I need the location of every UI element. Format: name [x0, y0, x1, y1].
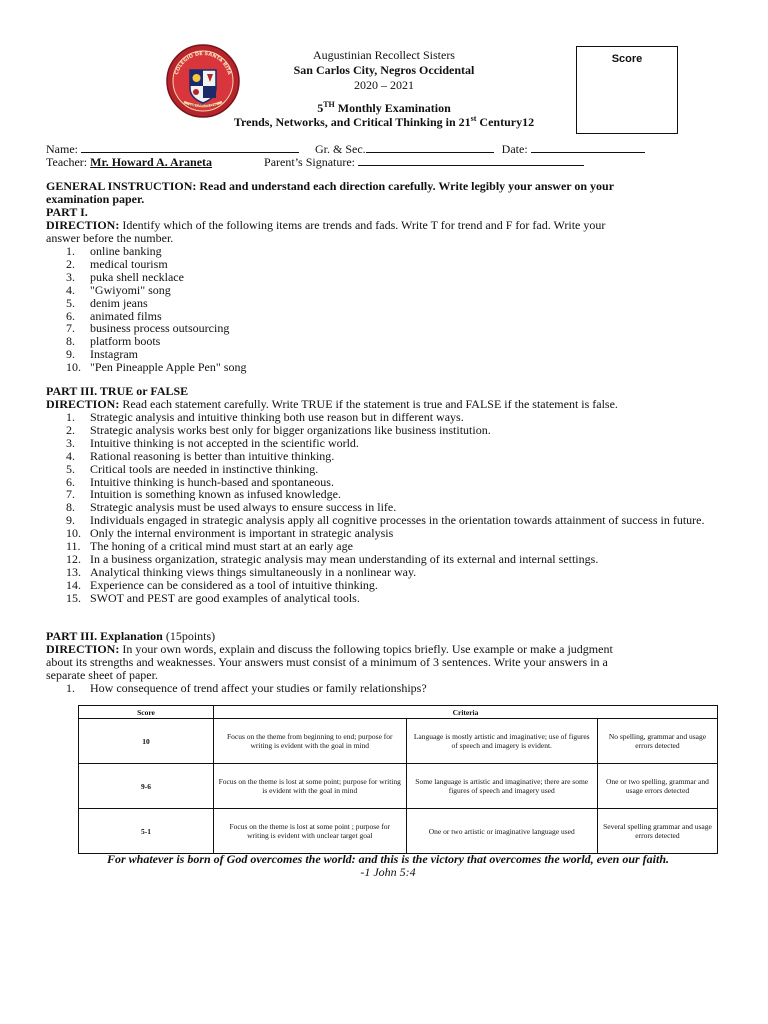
list-item: [66, 297, 246, 310]
general-instruction-cont: examination paper.: [46, 192, 145, 206]
item-number: 7.: [66, 321, 75, 336]
rubric-criteria-focus: Focus on the theme is lost at some point ; purpose for writing is evident with unclear target goal: [214, 809, 407, 854]
item-text: animated films: [90, 308, 162, 323]
item-number: 8.: [66, 500, 75, 515]
item-number: 1.: [66, 410, 75, 424]
exam-title-text: Monthly Examination: [334, 101, 451, 115]
part3b-direction-label: DIRECTION:: [46, 642, 120, 656]
part1-title: PART I.: [46, 205, 88, 219]
score-box[interactable]: [576, 46, 678, 134]
svg-text:SAN CARLOS CITY: SAN CARLOS CITY: [188, 103, 218, 108]
rubric-criteria-language: Some language is artistic and imaginative; there are some figures of speech and imagery used: [406, 764, 597, 809]
bible-verse: For whatever is born of God overcomes the world: and this is the victory that overcomes the world, even our faith.: [107, 852, 669, 866]
part3-title: PART III. TRUE or FALSE: [46, 384, 189, 398]
teacher-label: Teacher:: [46, 155, 88, 169]
general-instruction: GENERAL INSTRUCTION: Read and understand each direction carefully. Write legibly your answer on your: [46, 179, 615, 193]
rubric-criteria-mechanics: No spelling, grammar and usage errors detected: [597, 719, 717, 764]
item-number: 4.: [66, 448, 75, 463]
item-text: In a business organization, strategic analysis may mean understanding of its external and internal settings.: [90, 551, 599, 566]
list-item: [66, 437, 720, 450]
part3b-direction-cont2: separate sheet of paper.: [46, 668, 158, 682]
subject-title: [200, 115, 568, 129]
list-item: [66, 463, 720, 476]
date-label: Date:: [501, 142, 528, 156]
item-number: 9.: [66, 513, 75, 528]
item-text: Individuals engaged in strategic analysis apply all cognitive processes in the orientation towards attainment of success in future.: [90, 513, 705, 528]
name-label: Name:: [46, 142, 78, 156]
org-name: Augustinian Recollect Sisters: [313, 48, 455, 62]
rubric-criteria-mechanics: One or two spelling, grammar and usage errors detected: [597, 764, 717, 809]
school-year: 2020 – 2021: [354, 78, 414, 92]
item-text: Instagram: [90, 347, 138, 362]
item-text: Strategic analysis must be used always to ensure success in life.: [90, 500, 397, 515]
part3b-direction-text: In your own words, explain and discuss the following topics briefly. Use example or make a judgment: [119, 642, 613, 656]
item-text: Critical tools are needed in instinctive thinking.: [90, 461, 319, 476]
name-field[interactable]: [81, 141, 299, 153]
item-text: Strategic analysis and intuitive thinking both use reason but in different ways.: [90, 410, 464, 424]
rubric-criteria-language: One or two artistic or imaginative language used: [406, 809, 597, 854]
exam-number: 5: [317, 101, 324, 115]
list-item: [66, 361, 246, 374]
part1-direction-label: DIRECTION:: [46, 218, 120, 232]
rubric-criteria-focus: Focus on the theme from beginning to end; purpose for writing is evident with the goal in mind: [214, 719, 407, 764]
item-number: 2.: [66, 256, 75, 271]
item-text: SWOT and PEST are good examples of analytical tools.: [90, 590, 360, 605]
item-number: 12.: [66, 551, 81, 566]
rubric-criteria-mechanics: Several spelling grammar and usage errors detected: [597, 809, 717, 854]
rubric-criteria-focus: Focus on the theme is lost at some point; purpose for writing is evident with the goal in mind: [214, 764, 407, 809]
item-text: medical tourism: [90, 256, 168, 271]
part1-direction-cont: answer before the number.: [46, 231, 174, 245]
item-text: online banking: [90, 244, 162, 258]
exam-ordinal: TH: [323, 100, 335, 109]
city-name: San Carlos City, Negros Occidental: [293, 63, 475, 77]
list-item: [66, 258, 246, 271]
list-item: [66, 450, 720, 463]
item-number: 3.: [66, 269, 75, 284]
item-number: 2.: [66, 422, 75, 437]
item-text: Intuitive thinking is hunch-based and spontaneous.: [90, 474, 334, 489]
parent-signature-label: Parent’s Signature:: [264, 155, 356, 169]
part3-direction-text: Read each statement carefully. Write TRUE if the statement is true and FALSE if the statement is false.: [119, 397, 618, 411]
item-text: denim jeans: [90, 295, 148, 310]
bible-verse-reference: -1 John 5:4: [360, 865, 416, 879]
rubric-score: 9-6: [79, 764, 214, 809]
rubric-row: [79, 719, 718, 764]
item-text: Intuitive thinking is not accepted in the scientific world.: [90, 435, 359, 450]
list-item: [66, 271, 246, 284]
score-label: Score: [611, 53, 643, 65]
grsec-field[interactable]: [366, 141, 494, 153]
part3-list: [66, 411, 720, 605]
list-item: [66, 553, 720, 566]
item-number: 9.: [66, 347, 75, 362]
svg-text:COLEGIO DE SANTA RITA: COLEGIO DE SANTA RITA: [173, 50, 233, 76]
part3-direction-label: DIRECTION:: [46, 397, 120, 411]
item-text: puka shell necklace: [90, 269, 184, 284]
rubric-score: 5-1: [79, 809, 214, 854]
part3b-direction-cont: about its strengths and weaknesses. Your answers must consist of a minimum of 3 sentences. Write your answers in a: [46, 655, 608, 669]
item-number: 5.: [66, 295, 75, 310]
item-number: 14.: [66, 577, 81, 592]
item-number: 4.: [66, 282, 75, 297]
item-text: The honing of a critical mind must start at an early age: [90, 539, 353, 554]
rubric-criteria-language: Language is mostly artistic and imaginative; use of figures of speech and imagery is evident.: [406, 719, 597, 764]
item-text: "Pen Pineapple Apple Pen" song: [90, 360, 247, 375]
item-text: "Gwiyomi" song: [90, 282, 171, 297]
list-item: [66, 566, 720, 579]
item-number: 11.: [66, 539, 81, 554]
item-text: Experience can be considered as a tool of intuitive thinking.: [90, 577, 378, 592]
rubric-criteria-header: Criteria: [214, 706, 718, 719]
part3b-points: (15points): [162, 629, 216, 643]
part3b-list: [66, 682, 427, 695]
subject-post: Century12: [476, 115, 535, 129]
item-text: Analytical thinking views things simultaneously in a nonlinear way.: [90, 564, 417, 579]
rubric-score-header: Score: [79, 706, 214, 719]
item-number: 5.: [66, 461, 75, 476]
teacher-name: Mr. Howard A. Araneta: [90, 155, 213, 169]
item-text: Intuition is something known as infused knowledge.: [90, 487, 341, 502]
item-number: 6.: [66, 308, 75, 323]
item-number: 10.: [66, 526, 81, 541]
list-item: [66, 579, 720, 592]
item-number: 7.: [66, 487, 75, 502]
item-text: Strategic analysis works best only for bigger organizations like business institution.: [90, 422, 491, 437]
item-number: 1.: [66, 244, 75, 258]
list-item: [66, 682, 427, 695]
teacher-line: [46, 154, 584, 169]
list-item: [66, 424, 720, 437]
rubric-score: 10: [79, 719, 214, 764]
subject-sup: st: [470, 114, 477, 123]
item-number: 13.: [66, 564, 81, 579]
item-text: Rational reasoning is better than intuitive thinking.: [90, 448, 335, 463]
parent-signature-field[interactable]: [358, 154, 584, 166]
rubric-row: [79, 764, 718, 809]
item-text: platform boots: [90, 334, 161, 349]
grsec-label: Gr. & Sec.: [315, 142, 366, 156]
item-text: How consequence of trend affect your studies or family relationships?: [90, 681, 427, 695]
item-text: business process outsourcing: [90, 321, 230, 336]
rubric-table: [78, 705, 718, 854]
list-item: [66, 411, 720, 424]
item-number: 10.: [66, 360, 81, 375]
rubric-row: [79, 809, 718, 854]
list-item: [66, 245, 246, 258]
list-item: [66, 592, 720, 605]
part3b-title-text: PART III. Explanation: [46, 629, 163, 643]
item-number: 15.: [66, 590, 81, 605]
item-number: 1.: [66, 681, 75, 695]
item-number: 6.: [66, 474, 75, 489]
date-field[interactable]: [531, 141, 645, 153]
item-number: 8.: [66, 334, 75, 349]
part1-direction-text: Identify which of the following items are trends and fads. Write T for trend and F for fad. Write your: [119, 218, 606, 232]
list-item: [66, 284, 246, 297]
item-number: 3.: [66, 435, 75, 450]
part1-list: [66, 245, 246, 374]
exam-title: [200, 101, 568, 115]
subject-pre: Trends, Networks, and Critical Thinking in 21: [233, 115, 471, 129]
item-text: Only the internal environment is important in strategic analysis: [90, 526, 394, 541]
